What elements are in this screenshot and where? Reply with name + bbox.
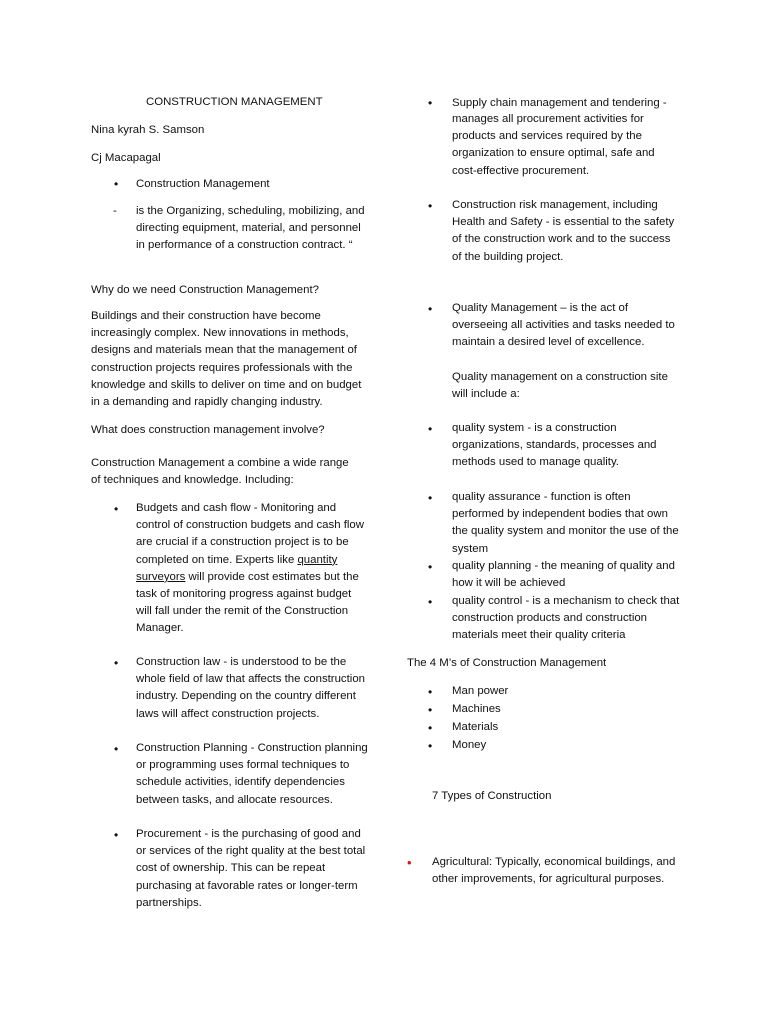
bullet-icon: • xyxy=(428,703,433,717)
item-term: Agricultural: xyxy=(432,856,493,868)
bullet-icon: • xyxy=(428,595,433,609)
list-item-procurement xyxy=(136,826,368,912)
item-term: Budgets and cash flow - xyxy=(136,502,258,514)
bullet-icon: • xyxy=(114,742,119,756)
section-heading: Why do we need Construction Management? xyxy=(91,284,319,296)
list-item-law xyxy=(136,654,368,723)
list-item-budgets xyxy=(136,500,368,638)
list-item-quality-management xyxy=(452,300,680,352)
item-text: manages all procurement activities for products and services required by the organization to ensure optimal, safe and cost-effective procurement. xyxy=(452,113,655,177)
list-item: Man power xyxy=(452,685,509,697)
author-name: Nina kyrah S. Samson xyxy=(91,124,205,136)
list-item-quality-assurance xyxy=(452,489,680,558)
bullet-icon: • xyxy=(114,177,119,191)
item-term: Construction law - xyxy=(136,656,228,668)
item-term: quality control - xyxy=(452,595,530,607)
bullet-icon: • xyxy=(428,491,433,505)
bullet-icon: • xyxy=(114,828,119,842)
bullet-icon: • xyxy=(428,422,433,436)
paragraph: Construction Management a combine a wide range of techniques and knowledge. Including: xyxy=(91,457,349,487)
item-text: Construction planning or programming uses formal techniques to schedule activities, identify dependencies between tasks, and allocate resources. xyxy=(136,742,368,806)
item-text: is a mechanism to check that construction products and construction materials meet their quality criteria xyxy=(452,595,680,642)
bullet-icon: • xyxy=(428,302,433,316)
item-term: Construction risk management, including Health and Safety - xyxy=(452,199,658,229)
item-term: quality planning - xyxy=(452,560,539,572)
section-heading: 7 Types of Construction xyxy=(432,790,552,802)
list-item-quality-control xyxy=(452,593,682,645)
item-term: Construction Planning - xyxy=(136,742,255,754)
subsection-heading: Quality management on a construction site will include a: xyxy=(452,371,668,401)
bullet-icon: • xyxy=(428,560,433,574)
paragraph: Buildings and their construction have become increasingly complex. New innovations in methods, designs and materials mean that the management of construction projects requires professionals with the knowledge and skills to deliver on time and on budget in a demanding and rapidly changing industry. xyxy=(91,310,362,409)
list-item-planning xyxy=(136,740,368,809)
item-text: will provide cost estimates but the task of monitoring progress against budget will fall under the remit of the Construction Manager. xyxy=(136,570,359,635)
item-term: quality system - xyxy=(452,422,532,434)
item-text: Monitoring and control of construction budgets and cash flow are crucial if a construction project is to be completed on time. Experts like xyxy=(136,502,364,566)
document-title: CONSTRUCTION MANAGEMENT xyxy=(146,96,323,108)
list-item: Machines xyxy=(452,703,501,715)
item-term: Quality Management xyxy=(452,302,558,314)
definition-term: Construction Management xyxy=(136,178,270,190)
bullet-icon: • xyxy=(428,739,433,753)
item-text: – is the act of overseeing all activities and tasks needed to maintain a desired level of excellence. xyxy=(452,302,675,349)
item-term: Procurement - xyxy=(136,828,209,840)
item-term: Supply chain management and tendering - xyxy=(452,97,667,109)
item-text: is essential to the safety of the construction work and to the success of the building project. xyxy=(452,216,675,263)
author-name: Cj Macapagal xyxy=(91,152,161,164)
item-term: quality assurance - xyxy=(452,491,548,503)
section-heading: What does construction management involve? xyxy=(91,424,325,436)
bullet-icon: • xyxy=(428,685,433,699)
list-item-quality-planning xyxy=(452,558,682,592)
list-item-agricultural xyxy=(432,854,682,888)
bullet-icon: • xyxy=(428,96,433,110)
item-text: is the purchasing of good and or services of the right quality at the best total cost of ownership. This can be repeat purchasing at favorable rates or longer-term partnerships. xyxy=(136,828,366,909)
list-item-risk xyxy=(452,197,680,266)
bullet-icon: • xyxy=(114,502,119,516)
dash-marker: - xyxy=(113,205,117,217)
red-bullet-icon: • xyxy=(407,855,412,870)
bullet-icon: • xyxy=(428,721,433,735)
item-text: function is often performed by independent bodies that own the quality system and monitor the use of the system xyxy=(452,491,679,555)
item-text: is a construction organizations, standards, processes and methods used to manage quality. xyxy=(452,422,657,469)
section-heading: The 4 M’s of Construction Management xyxy=(407,657,607,669)
bullet-icon: • xyxy=(114,656,119,670)
list-item: Money xyxy=(452,739,487,751)
item-text: Typically, economical buildings, and other improvements, for agricultural purposes. xyxy=(432,856,676,886)
definition-text: is the Organizing, scheduling, mobilizing, and directing equipment, material, and personnel in performance of a construction contract. “ xyxy=(136,205,365,252)
item-text: the meaning of quality and how it will be achieved xyxy=(452,560,675,590)
list-item-quality-system xyxy=(452,420,680,472)
bullet-icon: • xyxy=(428,199,433,213)
item-text: is understood to be the whole field of law that affects the construction industry. Depending on the country different laws will affect construction projects. xyxy=(136,656,365,720)
list-item: Materials xyxy=(452,721,499,733)
quantity-surveyors-link[interactable]: quantity surveyors xyxy=(136,553,338,583)
